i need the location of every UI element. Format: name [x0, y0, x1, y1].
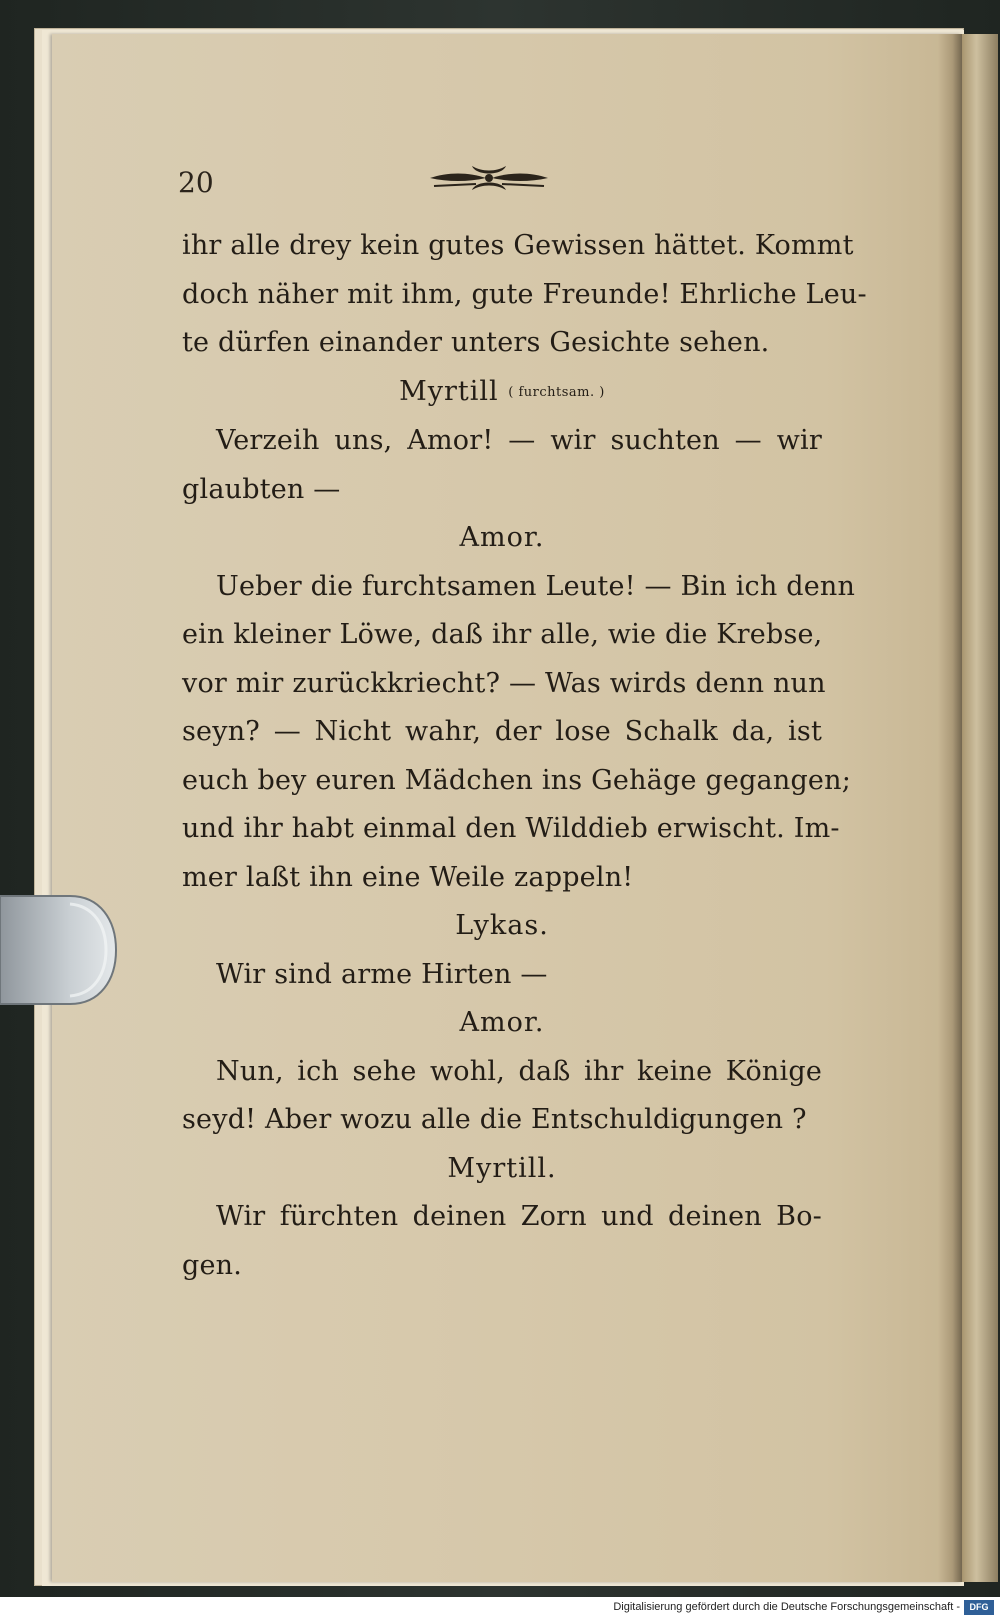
page-text — [182, 222, 867, 1290]
book-right-edge — [962, 34, 998, 1582]
text-line: ihr alle drey kein gutes Gewissen hättet. Kommt — [182, 230, 854, 261]
text-line: seyn? — Nicht wahr, der lose Schalk da, ist — [182, 716, 822, 747]
text-line: glaubten — — [182, 473, 341, 505]
text-line: doch näher mit ihm, gute Freunde! Ehrliche Leu- — [182, 278, 867, 310]
speaker-name: Amor. — [459, 522, 545, 553]
speaker-name: Myrtill. — [447, 1152, 557, 1184]
text-line: Wir sind arme Hirten — — [216, 958, 548, 990]
text-line: ein kleiner Löwe, daß ihr alle, wie die Krebse, — [182, 619, 823, 650]
text-line: Nun, ich sehe wohl, daß ihr keine Könige — [216, 1055, 822, 1087]
page-number: 20 — [178, 166, 214, 199]
ornament-icon — [428, 158, 550, 198]
text-line: gen. — [182, 1249, 243, 1281]
text-line: te dürfen einander unters Gesichte sehen. — [182, 327, 770, 358]
text-line: Verzeih uns, Amor! — wir suchten — wir — [216, 425, 822, 456]
page-clip-icon — [0, 890, 118, 1010]
speaker-name: Lykas. — [455, 910, 549, 941]
text-line: Wir fürchten deinen Zorn und deinen Bo- — [216, 1201, 822, 1232]
speaker-name — [182, 368, 822, 418]
page-gutter-shadow — [938, 34, 962, 1582]
dfg-logo-icon: DFG — [964, 1600, 994, 1615]
footer-credit: Digitalisierung gefördert durch die Deutsche Forschungsgemeinschaft - — [613, 1601, 960, 1613]
text-line: mer laßt ihn eine Weile zappeln! — [182, 861, 634, 893]
text-line: Ueber die furchtsamen Leute! — Bin ich denn — [216, 570, 856, 602]
text-line: euch bey euren Mädchen ins Gehäge gegangen; — [182, 764, 851, 796]
speaker-label: Myrtill — [399, 375, 499, 407]
text-line: vor mir zurückkriecht? — Was wirds denn nun — [182, 667, 826, 699]
stage-direction: ( furchtsam. ) — [508, 384, 605, 400]
text-line: und ihr habt einmal den Wilddieb erwischt. Im- — [182, 813, 840, 844]
speaker-name: Amor. — [459, 1007, 545, 1038]
text-line: seyd! Aber wozu alle die Entschuldigungen ? — [182, 1104, 807, 1135]
